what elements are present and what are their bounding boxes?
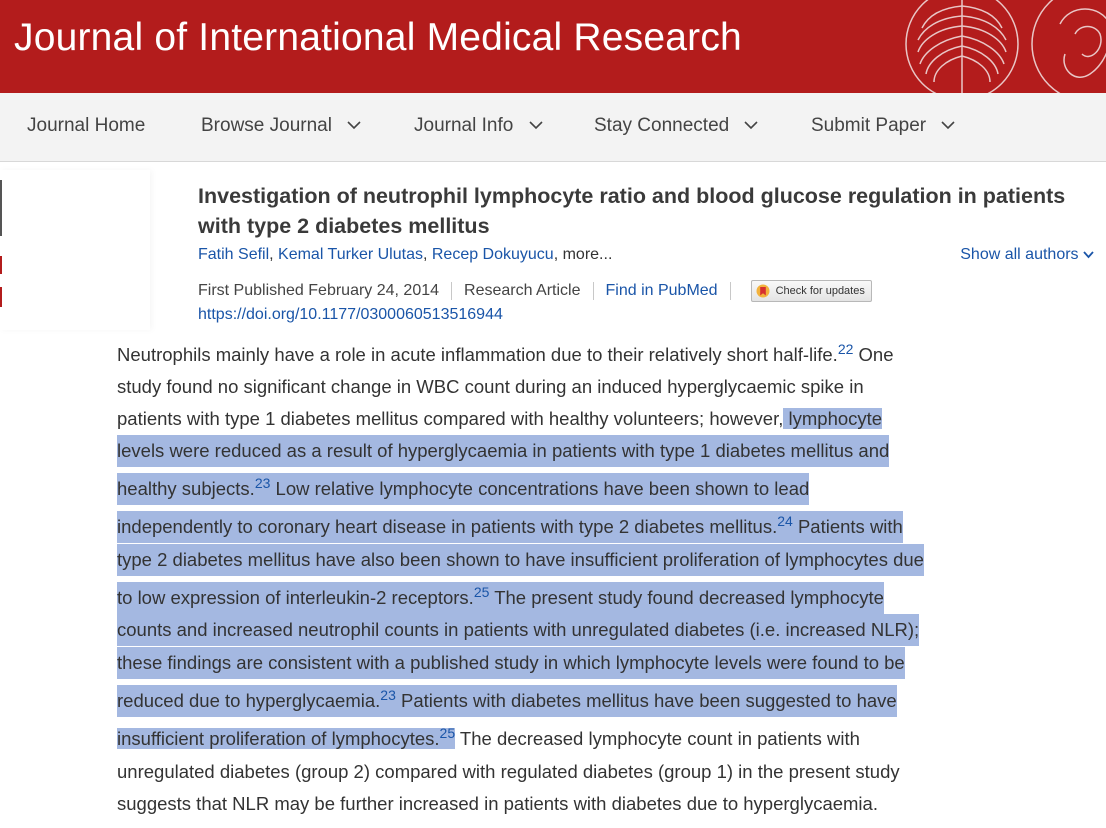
selected-text: type 2 diabetes mellitus have also been shown to have insufficient proliferation of lymphocytes due bbox=[117, 549, 924, 570]
show-all-authors-label: Show all authors bbox=[960, 246, 1079, 263]
journal-banner bbox=[0, 0, 1106, 93]
selected-text: reduced due to hyperglycaemia. bbox=[117, 690, 381, 711]
selected-text: to low expression of interleukin-2 receptors. bbox=[117, 587, 474, 608]
selected-text: Patients with bbox=[792, 516, 903, 537]
citation-link[interactable]: 24 bbox=[777, 512, 793, 529]
text-line bbox=[117, 788, 878, 820]
body-text: unregulated diabetes (group 2) compared with regulated diabetes (group 1) in the present study bbox=[117, 761, 900, 782]
body-text: patients with type 1 diabetes mellitus compared with healthy volunteers; however, bbox=[117, 408, 784, 429]
selected-text bbox=[117, 724, 456, 749]
author-list: Fatih Sefil, Kemal Turker Ulutas, Recep Dokuyucu, more... bbox=[198, 246, 613, 263]
text-line bbox=[117, 685, 897, 717]
body-text: Neutrophils mainly have a role in acute inflammation due to their relatively short half-life. bbox=[117, 344, 838, 365]
check-for-updates-label: Check for updates bbox=[775, 285, 865, 297]
author-link[interactable]: Fatih Sefil bbox=[198, 246, 270, 263]
selected-text: levels were reduced as a result of hyperglycaemia in patients with type 1 diabetes mellitus and bbox=[117, 440, 890, 461]
citation-link[interactable]: 23 bbox=[380, 686, 396, 703]
selected-text: these findings are consistent with a published study in which lymphocyte levels were found to be bbox=[117, 652, 905, 673]
nav-browse-journal[interactable] bbox=[201, 115, 361, 137]
chevron-down-icon bbox=[529, 121, 543, 130]
divider bbox=[730, 282, 731, 300]
side-tab-bar[interactable] bbox=[0, 180, 2, 236]
anatomy-illustration-icon bbox=[900, 0, 1106, 93]
chevron-down-icon bbox=[347, 121, 361, 130]
citation-link[interactable]: 25 bbox=[439, 724, 456, 741]
nav-submit-paper[interactable] bbox=[811, 115, 955, 137]
divider bbox=[451, 282, 452, 300]
body-text: suggests that NLR may be further increased in patients with diabetes due to hyperglycaemia. bbox=[117, 793, 878, 814]
text-line bbox=[117, 435, 889, 467]
side-panel bbox=[0, 170, 150, 330]
show-all-authors-button[interactable] bbox=[960, 246, 1094, 264]
nav-submit-paper-label: Submit Paper bbox=[811, 115, 927, 136]
chevron-down-icon bbox=[744, 121, 758, 130]
text-line bbox=[117, 339, 894, 371]
nav-journal-info[interactable] bbox=[414, 115, 543, 137]
check-for-updates-button[interactable] bbox=[751, 280, 872, 302]
side-tab-bar[interactable] bbox=[0, 287, 2, 307]
journal-title[interactable]: Journal of International Medical Research bbox=[14, 16, 742, 59]
article-type: Research Article bbox=[464, 282, 581, 300]
selected-text: lymphocyte bbox=[783, 408, 883, 429]
text-line bbox=[117, 403, 882, 435]
doi-link[interactable]: https://doi.org/10.1177/0300060513516944 bbox=[198, 306, 503, 323]
selected-text: counts and increased neutrophil counts in patients with unregulated diabetes (i.e. increased NLR); bbox=[117, 619, 920, 640]
selected-text: Low relative lymphocyte concentrations have been shown to lead bbox=[270, 478, 810, 499]
citation-link[interactable]: 22 bbox=[837, 340, 854, 357]
chevron-down-icon bbox=[1083, 251, 1094, 259]
side-tab-bar[interactable] bbox=[0, 256, 2, 274]
selected-text: insufficient proliferation of lymphocytes. bbox=[117, 728, 440, 749]
nav-stay-connected-label: Stay Connected bbox=[594, 115, 730, 136]
author-link[interactable]: Kemal Turker Ulutas bbox=[278, 246, 423, 263]
article-meta bbox=[198, 280, 872, 302]
text-line bbox=[117, 371, 864, 403]
crossmark-icon bbox=[756, 284, 770, 298]
body-text: study found no significant change in WBC count during an induced hyperglycaemic spike in bbox=[117, 376, 864, 397]
main-navigation bbox=[0, 93, 1106, 162]
nav-journal-home-label: Journal Home bbox=[27, 115, 146, 136]
text-line bbox=[117, 511, 903, 543]
more-authors-link[interactable]: more... bbox=[562, 246, 613, 263]
text-line bbox=[117, 647, 905, 679]
selected-text: healthy subjects. bbox=[117, 478, 255, 499]
citation-link[interactable]: 25 bbox=[473, 583, 490, 600]
find-in-pubmed-link[interactable]: Find in PubMed bbox=[605, 282, 718, 300]
text-line bbox=[117, 544, 924, 576]
nav-journal-home[interactable] bbox=[27, 115, 145, 137]
selected-text: Patients with diabetes mellitus have been suggested to have bbox=[395, 690, 897, 711]
article-title: Investigation of neutrophil lymphocyte ratio and blood glucose regulation in patients with type 2 diabetes mellitus bbox=[198, 184, 1066, 238]
selected-text: independently to coronary heart disease in patients with type 2 diabetes mellitus. bbox=[117, 516, 778, 537]
body-text: The decreased lymphocyte count in patients with bbox=[455, 728, 860, 749]
body-text: One bbox=[853, 344, 894, 365]
text-line bbox=[117, 473, 809, 505]
text-line bbox=[117, 614, 919, 646]
publish-date: First Published February 24, 2014 bbox=[198, 282, 440, 300]
selected-text: The present study found decreased lymphocyte bbox=[489, 587, 884, 608]
citation-link[interactable]: 23 bbox=[254, 474, 271, 491]
nav-stay-connected[interactable] bbox=[594, 115, 758, 137]
text-line bbox=[117, 723, 860, 755]
author-link[interactable]: Recep Dokuyucu bbox=[431, 246, 554, 263]
text-line bbox=[117, 582, 884, 614]
nav-journal-info-label: Journal Info bbox=[414, 115, 514, 136]
chevron-down-icon bbox=[941, 121, 955, 130]
nav-browse-journal-label: Browse Journal bbox=[201, 115, 332, 136]
text-line bbox=[117, 756, 900, 788]
divider bbox=[593, 282, 594, 300]
